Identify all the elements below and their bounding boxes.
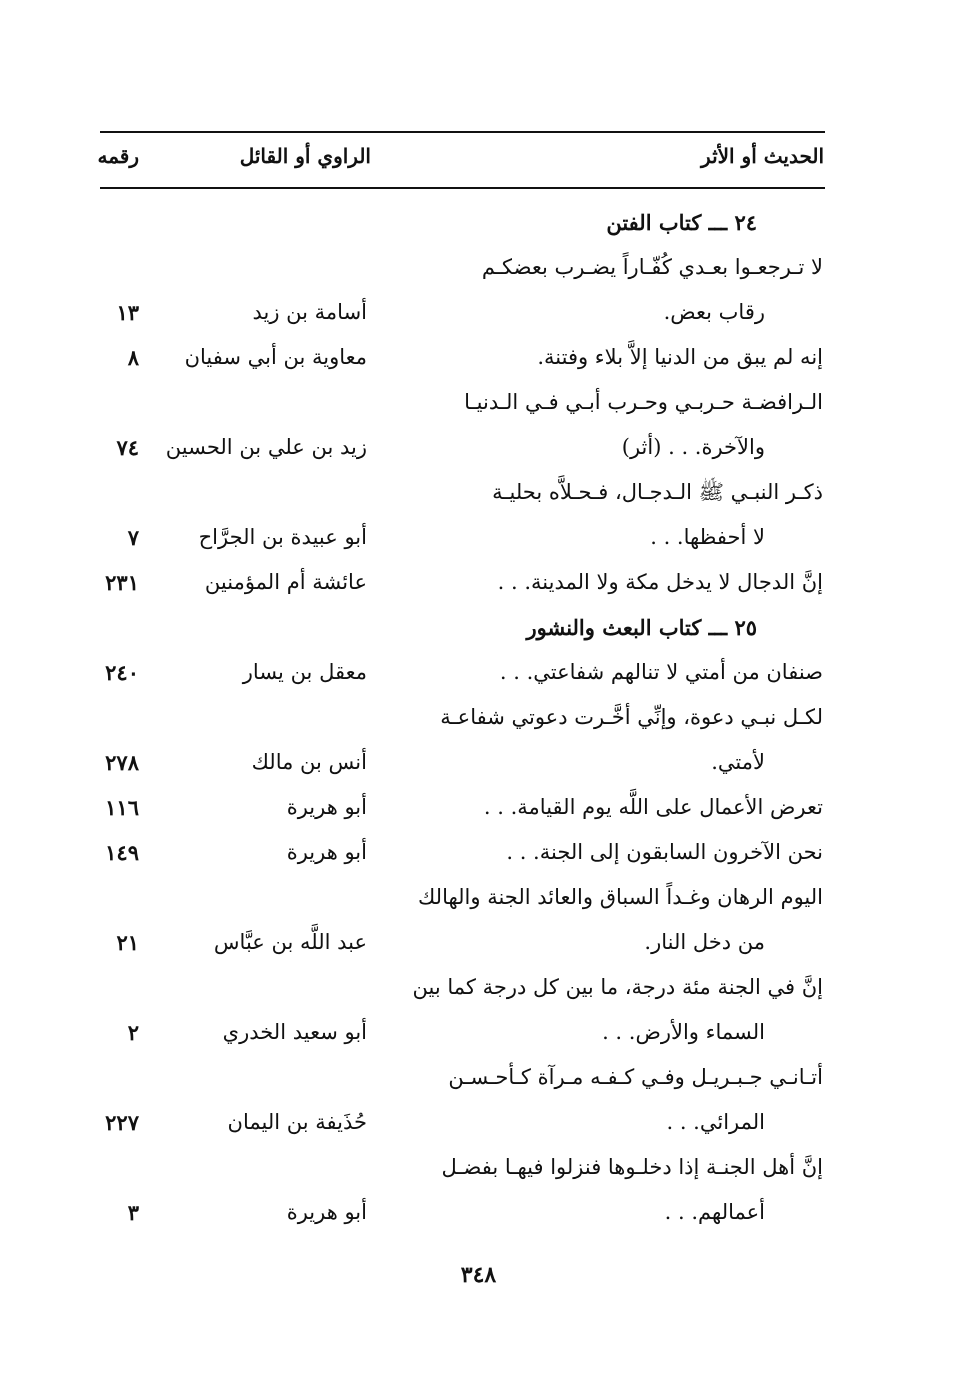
hadith-text: المرائي. . .	[666, 1110, 765, 1134]
table-row	[0, 920, 957, 965]
table-row	[0, 650, 957, 695]
column-header-text: الحديث أو الأثر	[701, 144, 824, 168]
narrator-name: أبو هريرة	[286, 1200, 367, 1224]
table-row	[0, 1145, 957, 1190]
narrator-name: معاوية بن أبي سفيان	[184, 345, 367, 369]
hadith-text: لكـل نبـي دعوة، وإنِّي أخَّـرت دعوتي شفاعـة	[440, 705, 823, 729]
hadith-number: ٢٧٨	[105, 750, 139, 775]
hadith-text: إنَّ أهل الجنـة إذا دخلـوها فنزلوا فيهـا بفضـل	[441, 1155, 823, 1179]
hadith-number: ٢٢٧	[105, 1110, 139, 1135]
hadith-number: ٨	[127, 345, 139, 370]
table-row	[0, 1190, 957, 1235]
hadith-text: رقاب بعض.	[663, 300, 765, 324]
hadith-text: اليوم الرهان وغـداً السباق والعائد الجنة والهالك	[417, 885, 823, 909]
column-header-narrator: الراوي أو القائل	[239, 144, 371, 168]
narrator-name: أبو سعيد الخدري	[222, 1020, 367, 1044]
hadith-text: لا تـرجعـوا بعـدي كُفّـاراً يضـرب بعضكـم	[481, 255, 823, 279]
table-row	[0, 425, 957, 470]
narrator-name: زيد بن علي بن الحسين	[165, 435, 367, 459]
hadith-text: ذكـر النبـي ﷺ الـدجـال، فـحـلاَّه بحليـة	[492, 480, 823, 504]
hadith-text: نحن الآخرون السابقون إلى الجنة. . .	[506, 840, 823, 864]
table-row	[0, 515, 957, 560]
table-row	[0, 290, 957, 335]
hadith-text: أعمالهم. . .	[664, 1200, 765, 1224]
narrator-name: أبو عبيدة بن الجرَّاح	[198, 525, 367, 549]
hadith-number: ٢٣١	[105, 570, 139, 595]
header-rule	[100, 187, 825, 189]
hadith-number: ٢١	[116, 930, 139, 955]
page-number: ٣٤٨	[460, 1262, 497, 1288]
hadith-text: تعرض الأعمال على اللَّه يوم القيامة. . .	[483, 795, 823, 819]
table-row	[0, 785, 957, 830]
table-row	[0, 965, 957, 1010]
hadith-number: ٧٤	[116, 435, 139, 460]
table-row	[0, 380, 957, 425]
hadith-text: إنه لم يبق من الدنيا إلاَّ بلاء وفتنة.	[537, 345, 823, 369]
hadith-text: والآخرة. . . (أثر)	[621, 435, 765, 459]
hadith-text: الـرافضـة حـربـي وحـرب أبـي فـي الـدنيـا	[464, 390, 823, 414]
hadith-text: من دخل النار.	[644, 930, 765, 954]
hadith-text: إنَّ في الجنة مئة درجة، ما بين كل درجة كما بين	[412, 975, 823, 999]
narrator-name: أبو هريرة	[286, 840, 367, 864]
hadith-text: أتـانـي جـبـريـل وفـي كـفـه مـرآة كـأحـسـن	[448, 1065, 823, 1089]
narrator-name: أسامة بن زيد	[252, 300, 367, 324]
column-header-number: رقمه	[97, 144, 139, 168]
table-row	[0, 245, 957, 290]
table-row	[0, 875, 957, 920]
table-row	[0, 1100, 957, 1145]
table-row	[0, 1010, 957, 1055]
index-table	[0, 200, 957, 1235]
hadith-text: إنَّ الدجال لا يدخل مكة ولا المدينة. . .	[497, 570, 823, 594]
table-row	[0, 830, 957, 875]
narrator-name: حُذَيفة بن اليمان	[227, 1110, 367, 1134]
hadith-number: ١٤٩	[105, 840, 139, 865]
hadith-number: ١٣	[116, 300, 139, 325]
narrator-name: عبد اللَّه بن عبَّاس	[213, 930, 367, 954]
hadith-text: صنفان من أمتي لا تنالهم شفاعتي. . .	[499, 660, 823, 684]
hadith-number: ٢	[127, 1020, 139, 1045]
narrator-name: أبو هريرة	[286, 795, 367, 819]
table-row	[0, 740, 957, 785]
hadith-number: ٢٤٠	[105, 660, 139, 685]
hadith-text: لأمتي.	[711, 750, 765, 774]
narrator-name: معقل بن يسار	[242, 660, 367, 684]
table-row	[0, 560, 957, 605]
table-row	[0, 695, 957, 740]
narrator-name: أنس بن مالك	[251, 750, 367, 774]
top-rule	[100, 131, 825, 133]
table-row	[0, 1055, 957, 1100]
table-row	[0, 335, 957, 380]
section-heading-row	[0, 605, 957, 650]
hadith-number: ٧	[127, 525, 139, 550]
hadith-text: لا أحفظها. . .	[650, 525, 765, 549]
section-title: ٢٥ ـــ كتاب البعث والنشور	[526, 615, 757, 640]
table-row	[0, 470, 957, 515]
section-heading-row	[0, 200, 957, 245]
hadith-number: ٣	[127, 1200, 139, 1225]
hadith-text: السماء والأرض. . .	[602, 1020, 765, 1044]
narrator-name: عائشة أم المؤمنين	[204, 570, 367, 594]
hadith-number: ١١٦	[105, 795, 139, 820]
section-title: ٢٤ ـــ كتاب الفتن	[606, 210, 757, 235]
